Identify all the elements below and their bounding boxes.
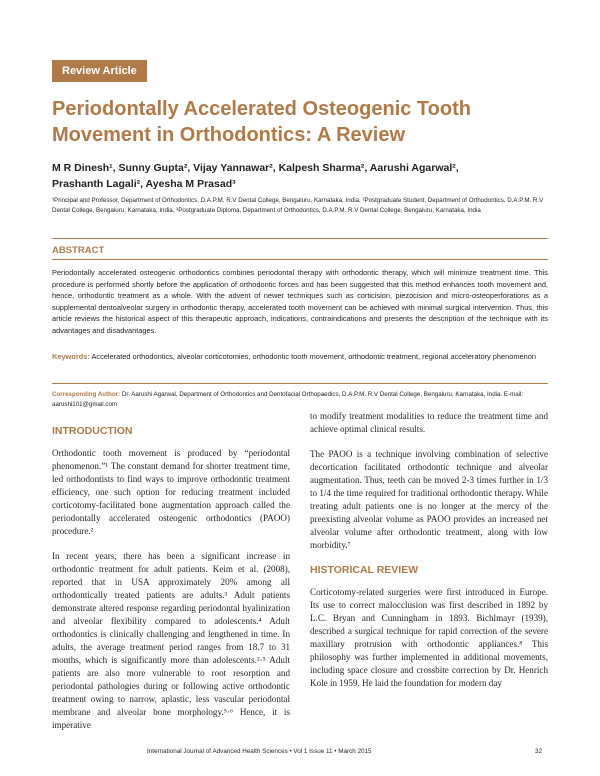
introduction-heading: INTRODUCTION bbox=[52, 425, 133, 437]
keywords-text: Accelerated orthodontics, alveolar corticotomies, orthodontic tooth movement, orthodontic treatment, regional acceleratory phenomenon bbox=[91, 352, 536, 361]
introduction-paragraph-1: Orthodontic tooth movement is produced by “periodontal phenomenon.”¹ The constant demand for shorter treatment time, led orthodontists to find ways to improve orthodontic treatment efficiency, one such option for reducing treatment included corticotomy-facilitated bone augmentation approach called the periodontally accelerated osteogenic orthodontics (PAOO) procedure.² bbox=[52, 448, 290, 536]
introduction-paragraph-2: In recent years, there has been a significant increase in orthodontic treatment for adult patients. Keim et al. (2008), reported that in USA approximately 20% among all orthodontically treated patients are adults.³ Adult patients demonstrate altered response regarding periodontal hyalinization and alveolar flexibility compared to adolescents.⁴ Adult orthodontics is clinically challenging and lengthened in time. In adults, the average treatment period ranges from 18.7 to 31 months, which is significantly more than adolescents.²·⁵ Adult patients are also more vulnerable to root resorption and periodontal pathologies during or following active orthodontic treatment owing to narrow, aplastic, less vascular periodontal membrane and alveolar bone morphology.⁵·⁶ Hence, it is imperative bbox=[52, 551, 290, 730]
affiliations: ¹Principal and Professor, Department of Orthodontics, D.A.P.M. R.V Dental College, Bengaluru, Karnataka, India, ²Postgraduate Student, Department of Orthodontics, D.A.P.M. R.V Dental College, Bengaluru, Karnataka, India, ³Postgraduate Diploma, Department of Orthodontics, D.A.P.M. R.V Dental College, Bengaluru, Karnataka, India bbox=[52, 197, 544, 214]
corresponding-author bbox=[52, 390, 548, 410]
historical-heading: HISTORICAL REVIEW bbox=[310, 564, 419, 576]
page-number: 32 bbox=[534, 748, 542, 755]
abstract-heading: ABSTRACT bbox=[52, 245, 105, 256]
corresponding-text: Dr. Aarushi Agarwal, Department of Orthodontics and Dentofacial Orthopaedics, D.A.P.M. R.V Dental College, Bengaluru, Karnataka, India. E-mail: aarushi101@gmail.com bbox=[52, 391, 524, 408]
abstract-text: Periodontally accelerated osteogenic orthodontics combines periodontal therapy with orthodontic therapy, which will minimize treatment time. This procedure is performed shortly before the application of orthodontic forces and has been suggested that this method enhances tooth movement and, hence, orthodontic treatment as a whole. With the advent of newer techniques such as corticision, piezocision and micro-osteoperforations as a supplemental dentoalveolar surgery in orthodontic therapy, accelerated tooth movement can be achieved with minimal surgical intervention. Thus, this article reviews the historical aspect of this therapeutic approach, indications, contraindications and presents the description of the technique with its advantages and disadvantages. bbox=[52, 268, 548, 335]
author-line-2: Prashanth Lagali², Ayesha M Prasad³ bbox=[52, 178, 236, 190]
keywords-label: Keywords: bbox=[52, 352, 90, 361]
right-paragraph-2: The PAOO is a technique involving combination of selective decortication facilitated orthodontic technique and alveolar augmentation. Thus, teeth can be moved 2-3 times further in 1/3 to 1/4 the time required for traditional orthodontic therapy. While treating adult patients one is no longer at the mercy of the preexisting alveolar volume as PAOO provides an increased net alveolar volume after orthodontic treatment, along with low morbidity.⁷ bbox=[310, 449, 548, 550]
divider-abstract bbox=[52, 259, 548, 260]
historical-paragraph-1: Corticotomy-related surgeries were first introduced in Europe. Its use to correct malocclusion was first described in 1892 by L.C. Bryan and Cunningham in 1893. Bichlmayr (1939), described a surgical technique for rapid correction of the severe maxillary protrusion with orthodontic appliances.⁸ This philosophy was further implemented in additional movements, including space closure and crossbite correction by Dr. Henrich Kole in 1959. He laid the foundation for modern day bbox=[310, 587, 548, 688]
right-paragraph-1: to modify treatment modalities to reduce the treatment time and achieve optimal clinical results. bbox=[310, 411, 548, 434]
corresponding-label: Corresponding Author: bbox=[52, 391, 121, 398]
author-list bbox=[52, 160, 552, 192]
divider-top bbox=[52, 238, 548, 239]
article-title: Periodontally Accelerated Osteogenic Tooth Movement in Orthodontics: A Review bbox=[52, 98, 471, 146]
keywords bbox=[52, 351, 548, 363]
footer-journal: International Journal of Advanced Health Sciences • Vol 1 Issue 11 • March 2015 bbox=[147, 748, 372, 755]
author-line-1: M R Dinesh¹, Sunny Gupta², Vijay Yannawar², Kalpesh Sharma², Aarushi Agarwal², bbox=[52, 162, 459, 174]
article-type-badge: Review Article bbox=[52, 60, 147, 82]
left-column bbox=[52, 425, 290, 744]
right-column bbox=[310, 410, 548, 702]
divider-keywords bbox=[52, 383, 548, 384]
